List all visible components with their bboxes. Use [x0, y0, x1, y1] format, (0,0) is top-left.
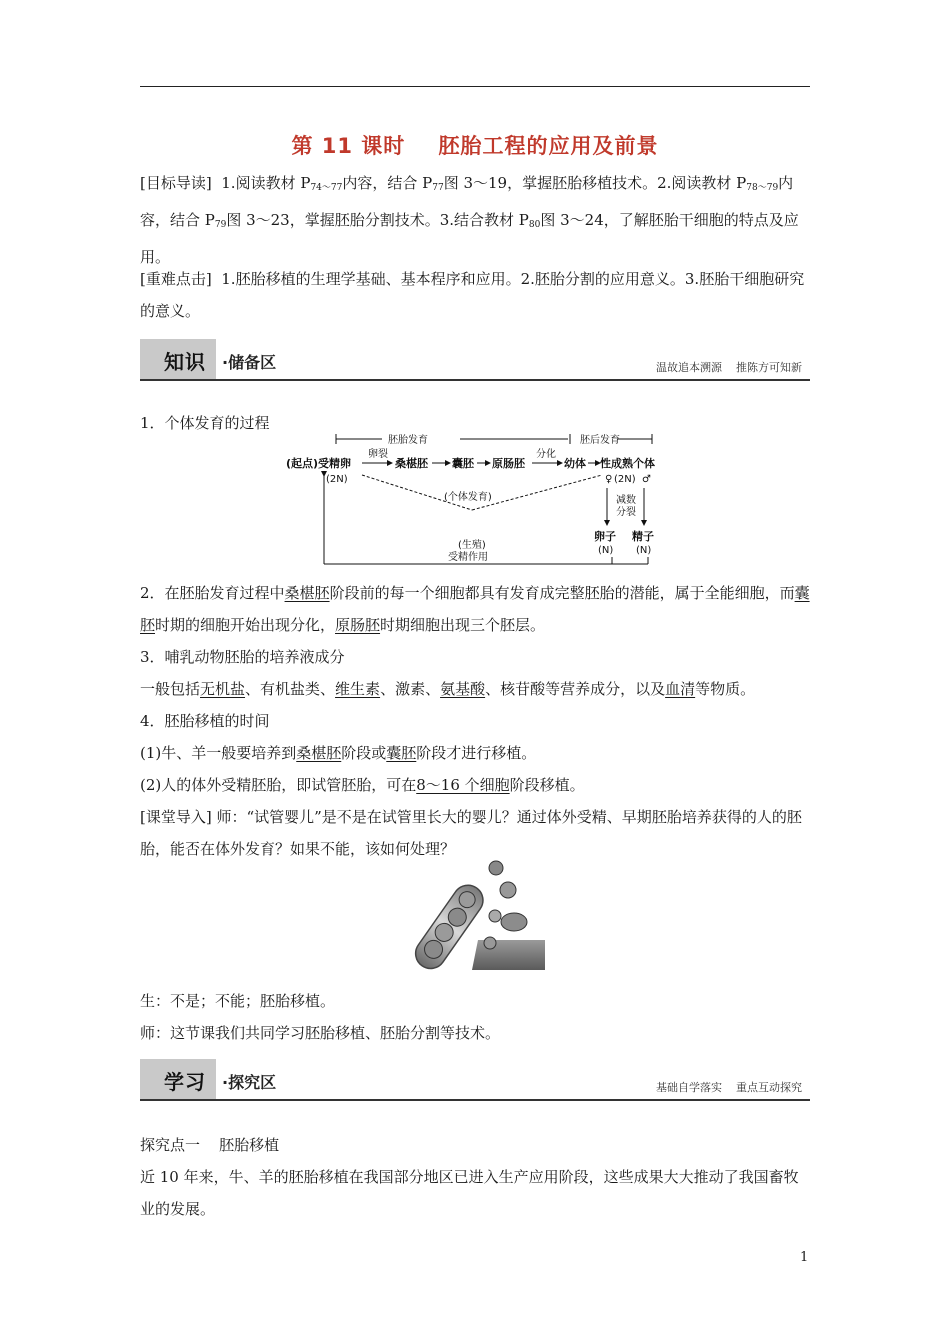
repro-label: (生殖) — [458, 540, 486, 551]
student-answer: 生：不是；不能；胚胎移植。 — [140, 992, 336, 1010]
banner-rule — [140, 1099, 810, 1101]
baby-head-1 — [489, 861, 503, 875]
meiosis-label-2: 分裂 — [616, 507, 636, 518]
s3-text-a: 一般包括 — [140, 680, 201, 698]
s4-1-text-a: (1)牛、羊一般要培养到 — [140, 744, 297, 762]
section-4-item-2 — [140, 769, 812, 801]
key-label: [重难点击] — [140, 270, 212, 288]
egg-label: 卵子 — [594, 530, 616, 543]
zygote-ploidy: (2N) — [326, 474, 348, 485]
adult-label: 性成熟个体 — [600, 457, 655, 470]
sperm-ploidy: (N) — [636, 545, 652, 556]
blastocyst-label: 囊胚 — [452, 457, 474, 470]
study-banner — [140, 1059, 810, 1101]
box-shape — [472, 940, 545, 970]
knowledge-banner — [140, 339, 810, 381]
juvenile-label: 幼体 — [564, 457, 586, 470]
adult-female-symbol: ♀ — [605, 474, 613, 485]
s3-answer-salts: 无机盐 — [200, 680, 246, 698]
s4-1-text-b: 阶段或 — [341, 744, 387, 762]
s2-text-b: 阶段前的每一个细胞都具有发育成完整胚胎的潜能，属于全能细胞，而 — [329, 584, 795, 602]
meiosis-label-1: 减数 — [616, 495, 636, 506]
section-1-heading: 1．个体发育的过程 — [140, 414, 270, 432]
key-paragraph — [140, 263, 812, 327]
indiv-dev-label: (个体发育) — [444, 492, 492, 503]
s2-text-a: 2．在胚胎发育过程中 — [140, 584, 285, 602]
banner-rule — [140, 379, 810, 381]
s4-2-answer-cells: 8～16 个细胞 — [416, 776, 510, 794]
adult-ploidy: (2N) — [614, 474, 636, 485]
s4-2-text-b: 阶段移植。 — [509, 776, 585, 794]
section-4-heading: 4．胚胎移植的时间 — [140, 712, 270, 730]
cleavage-label: 卵裂 — [368, 449, 388, 460]
s2-text-d: 时期细胞出现三个胚层。 — [380, 616, 546, 634]
section-3-paragraph — [140, 673, 812, 705]
baby-head-4 — [484, 937, 496, 949]
goal-text-b: 内容，结合 P — [342, 174, 433, 192]
s3-text-c: 、激素、 — [380, 680, 441, 698]
adult-male-symbol: ♂ — [642, 474, 651, 485]
banner-title: 知识 — [164, 350, 206, 374]
explore-heading: 探究点一 胚胎移植 — [140, 1136, 280, 1154]
goal-label: [目标导读] — [140, 174, 212, 192]
section-4-item-1 — [140, 737, 812, 769]
lead-in-paragraph: [课堂导入] 师：“试管婴儿”是不是在试管里长大的婴儿？通过体外受精、早期胚胎培养获得的人的胚胎，能否在体外发育？如果不能，该如何处理？ — [140, 808, 802, 858]
s2-answer-gastrula: 原肠胚 — [335, 616, 381, 634]
goal-sub-d: 79 — [214, 220, 227, 230]
s2-answer-morula: 桑椹胚 — [284, 584, 330, 602]
goal-paragraph — [140, 167, 812, 273]
banner-subtitle: ·探究区 — [222, 1073, 277, 1092]
goal-text-d: 内容，结合 P — [140, 174, 794, 229]
goal-text-a: 1.阅读教材 P — [221, 174, 311, 192]
post-dev-label: 胚后发育 — [580, 435, 620, 446]
morula-label: 桑椹胚 — [395, 457, 428, 470]
goal-sub-b: 77 — [432, 183, 444, 193]
s4-1-answer-blastocyst: 囊胚 — [386, 744, 417, 762]
fert-label: 受精作用 — [448, 552, 488, 563]
embryo-dev-label: 胚胎发育 — [388, 435, 428, 446]
zygote-label: (起点)受精卵 — [286, 457, 352, 470]
s2-text-c: 时期的细胞开始出现分化， — [155, 616, 336, 634]
baby-head-3 — [489, 910, 501, 922]
sperm-label: 精子 — [632, 530, 654, 543]
goal-text-e: 图 3～23，掌握胚胎分割技术。3.结合教材 P — [226, 211, 529, 229]
baby-body-1 — [501, 913, 527, 931]
s3-answer-vitamins: 维生素 — [335, 680, 381, 698]
explore-paragraph: 近 10 年来，牛、羊的胚胎移植在我国部分地区已进入生产应用阶段，这些成果大大推动了我国畜牧业的发展。 — [140, 1168, 799, 1218]
banner-slogan: 温故追本溯源 推陈方可知新 — [656, 361, 802, 374]
goal-text-c: 图 3～19，掌握胚胎移植技术。2.阅读教材 P — [443, 174, 747, 192]
key-text: 1.胚胎移植的生理学基础、基本程序和应用。2.胚胎分割的应用意义。3.胚胎干细胞研究的意义。 — [140, 270, 805, 320]
goal-text-f: 图 3～24，了解胚胎干细胞的特点及应用。 — [140, 211, 799, 266]
s3-answer-serum: 血清 — [665, 680, 696, 698]
s4-2-text-a: (2)人的体外受精胚胎，即试管胚胎，可在 — [140, 776, 417, 794]
s4-1-text-c: 阶段才进行移植。 — [416, 744, 537, 762]
test-tube-baby-illustration — [400, 858, 550, 973]
banner-slogan: 基础自学落实 重点互动探究 — [656, 1081, 802, 1094]
s3-answer-aminoacids: 氨基酸 — [440, 680, 486, 698]
banner-subtitle: ·储备区 — [222, 353, 277, 372]
section-3-heading: 3．哺乳动物胚胎的培养液成分 — [140, 648, 345, 666]
egg-ploidy: (N) — [598, 545, 614, 556]
goal-sub-c: 78～79 — [746, 183, 779, 193]
lesson-title: 第 11 课时 胚胎工程的应用及前景 — [291, 134, 659, 158]
s3-text-d: 、核苷酸等营养成分，以及 — [485, 680, 666, 698]
baby-head-2 — [500, 882, 516, 898]
goal-sub-e: 80 — [528, 220, 541, 230]
development-diagram — [282, 430, 672, 572]
gastrula-label: 原肠胚 — [492, 457, 525, 470]
teacher-statement: 师：这节课我们共同学习胚胎移植、胚胎分割等技术。 — [140, 1024, 501, 1042]
diff-label: 分化 — [536, 449, 556, 460]
s2-answer-blastocyst: 囊胚 — [140, 584, 810, 634]
s4-1-answer-morula: 桑椹胚 — [296, 744, 342, 762]
s3-text-e: 等物质。 — [695, 680, 756, 698]
banner-title: 学习 — [164, 1070, 206, 1094]
header-rule — [140, 86, 810, 87]
goal-sub-a: 74～77 — [310, 183, 343, 193]
section-2-paragraph — [140, 577, 812, 641]
page-number: 1 — [800, 1250, 809, 1265]
s3-text-b: 、有机盐类、 — [245, 680, 336, 698]
